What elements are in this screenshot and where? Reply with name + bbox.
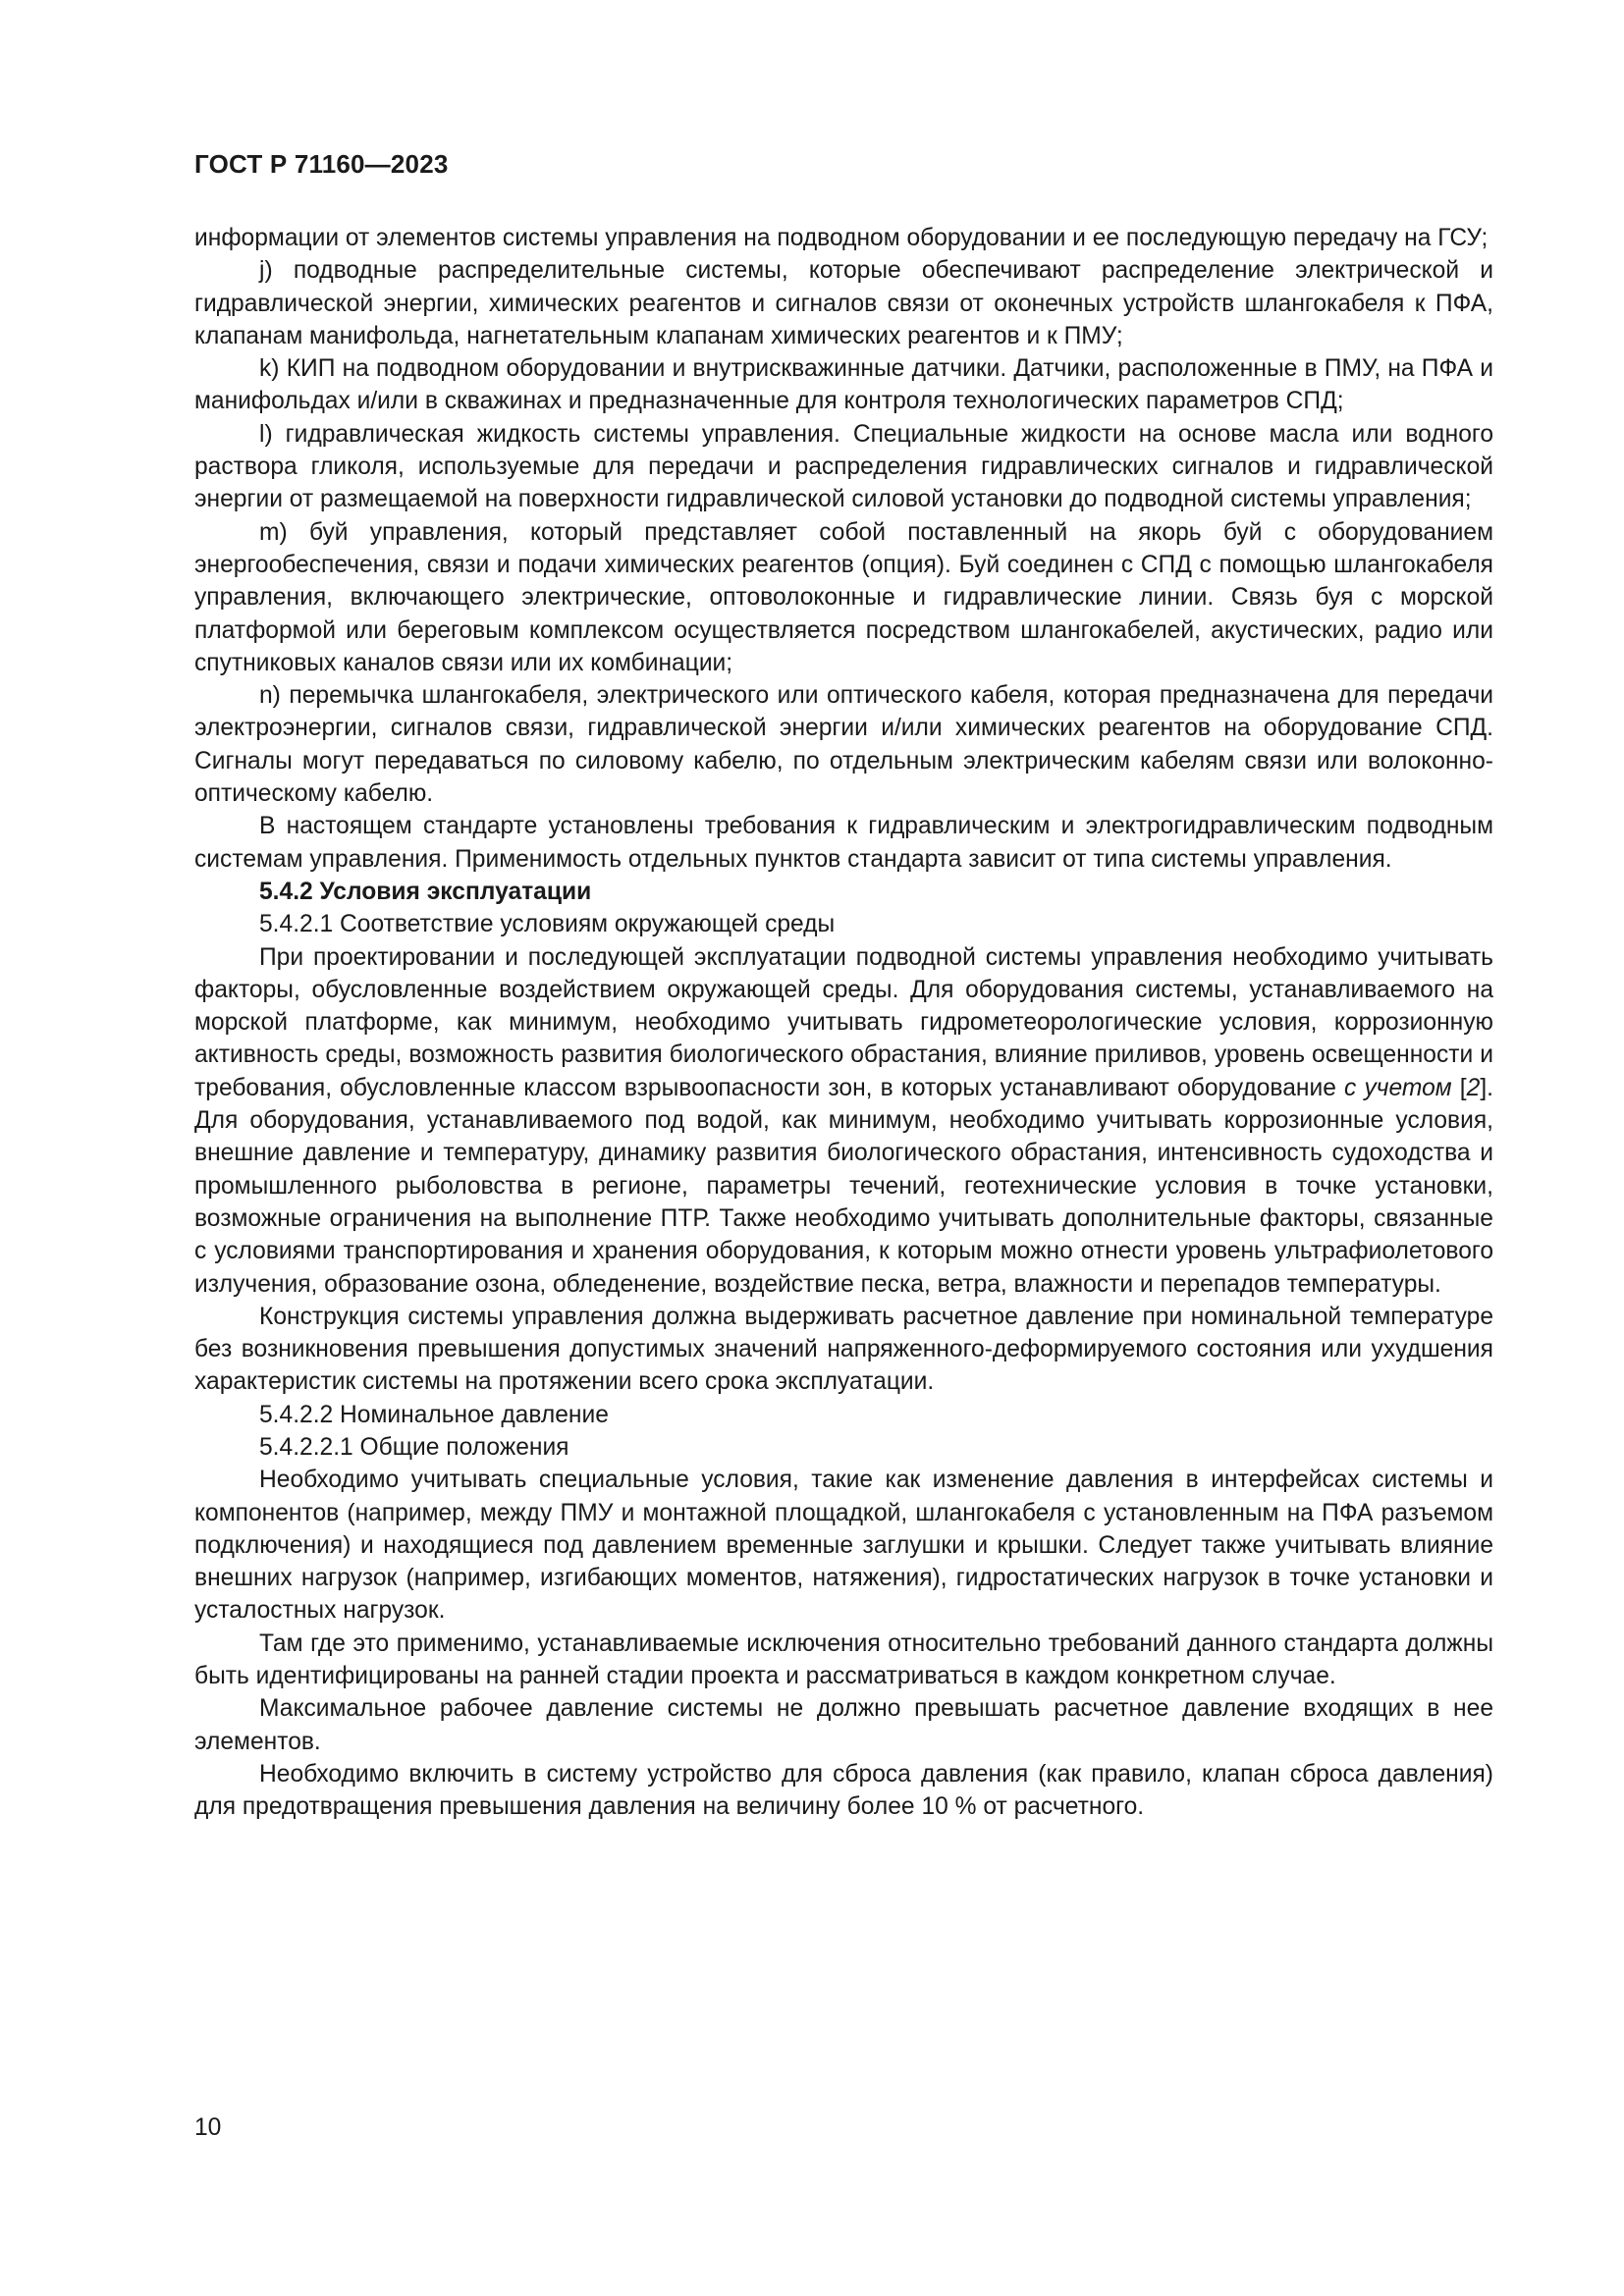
paragraph-environment: При проектировании и последующей эксплуатации подводной системы управления необходимо учитывать факторы, обусловленные воздействием окружающей среды. Для оборудования системы, устанавливаемого на морской платформе, как минимум, необходимо учитывать гидрометеорологические условия, коррозионную активность среды, возможность развития биологического обрастания, влияние приливов, уровень освещенности и требования, обусловленные классом взрывоопасности зон, в которых устанавливают оборудование с учетом [2]. Для оборудования, устанавливаемого под водой, как минимум, необходимо учитывать коррозионные условия, внешние давление и температуру, динамику развития биологического обрастания, интенсивность судоходства и промышленного рыболовства в регионе, параметры течений, геотехнические условия в точке установки, возможные ограничения на выполнение ПТР. Также необходимо учитывать дополнительные факторы, связанные с условиями транспортирования и хранения оборудования, к которым можно отнести уровень ультрафиолетового излучения, образование озона, обледенение, воздействие песка, ветра, влажности и перепадов температуры.	[194, 943, 1494, 1298]
paragraph-special-conditions: Необходимо учитывать специальные условия, такие как изменение давления в интерфейсах системы и компонентов (например, между ПМУ и монтажной площадкой, шлангокабеля с установленным на ПФА разъемом подключения) и находящиеся под давлением временные заглушки и крышки. Следует также учитывать влияние внешних нагрузок (например, изгибающих моментов, натяжения), гидростатических нагрузок в точке установки и усталостных нагрузок.	[194, 1467, 1493, 1625]
paragraph-relief-valve: Необходимо включить в систему устройство для сброса давления (как правило, клапан сброса давления) для предотвращения превышения давления на величину более 10 % от расчетного.	[194, 1760, 1493, 1821]
subsection-heading-5-4-2-2: 5.4.2.2 Номинальное давление	[259, 1401, 609, 1428]
subsection-heading-5-4-2-2-1: 5.4.2.2.1 Общие положения	[259, 1433, 569, 1461]
paragraph-exceptions: Там где это применимо, устанавливаемые исключения относительно требований данного стандарта должны быть идентифицированы на ранней стадии проекта и рассматриваться в каждом конкретном случае.	[194, 1629, 1493, 1690]
document-code-header: ГОСТ Р 71160—2023	[194, 149, 449, 179]
list-item-k: k) КИП на подводном оборудовании и внутрискважинные датчики. Датчики, расположенные в ПМУ, на ПФА и манифольдах и/или в скважинах и предназначенные для контроля технологических параметров СПД;	[194, 355, 1493, 415]
paragraph-max-pressure: Максимальное рабочее давление системы не должно превышать расчетное давление входящих в нее элементов.	[194, 1695, 1493, 1755]
paragraph-design-pressure: Конструкция системы управления должна выдерживать расчетное давление при номинальной температуре без возникновения превышения допустимых значений напряженного-деформируемого состояния или ухудшения характеристик системы на протяжении всего срока эксплуатации.	[194, 1303, 1493, 1396]
subsection-heading-5-4-2-1: 5.4.2.1 Соответствие условиям окружающей среды	[259, 911, 836, 938]
page-number: 10	[194, 2114, 222, 2141]
paragraph-continuation: информации от элементов системы управления на подводном оборудовании и ее последующую передачу на ГСУ;	[194, 225, 1489, 251]
list-item-l: l) гидравлическая жидкость системы управления. Специальные жидкости на основе масла или водного раствора гликоля, используемые для передачи и распределения гидравлических сигналов и гидравлической энергии от размещаемой на поверхности гидравлической силовой установки до подводной системы управления;	[194, 420, 1493, 513]
list-item-n: n) перемычка шлангокабеля, электрического или оптического кабеля, которая предназначена для передачи электроэнергии, сигналов связи, гидравлической энергии и/или химических реагентов на оборудование СПД. Сигналы могут передаваться по силовому кабелю, по отдельным электрическим кабелям связи или волоконно-оптическому кабелю.	[194, 682, 1493, 808]
document-body	[194, 222, 1493, 1824]
section-heading-5-4-2: 5.4.2 Условия эксплуатации	[259, 878, 592, 905]
list-item-j: j) подводные распределительные системы, которые обеспечивают распределение электрической и гидравлической энергии, химических реагентов и сигналов связи от оконечных устройств шлангокабеля к ПФА, клапанам манифольда, нагнетательным клапанам химических реагентов и к ПМУ;	[194, 257, 1493, 349]
list-item-m: m) буй управления, который представляет собой поставленный на якорь буй с оборудованием энергообеспечения, связи и подачи химических реагентов (опция). Буй соединен с СПД с помощью шлангокабеля управления, включающего электрические, оптоволоконные и гидравлические линии. Связь буя с морской платформой или береговым комплексом осуществляется посредством шлангокабелей, акустических, радио или спутниковых каналов связи или их комбинации;	[194, 518, 1493, 676]
paragraph-scope: В настоящем стандарте установлены требования к гидравлическим и электрогидравлическим подводным системам управления. Применимость отдельных пунктов стандарта зависит от типа системы управления.	[194, 813, 1493, 873]
